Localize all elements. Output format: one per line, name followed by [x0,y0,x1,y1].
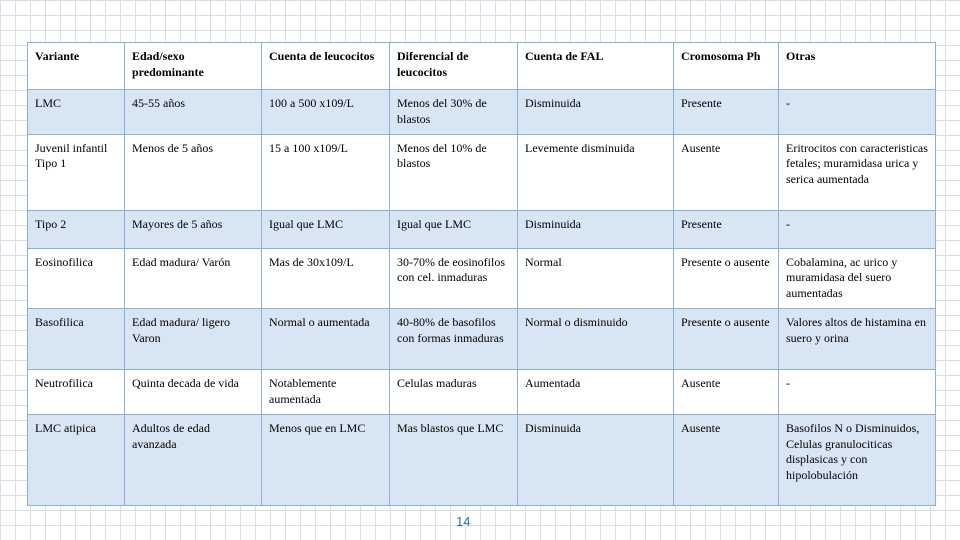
table-cell: Igual que LMC [262,210,390,248]
header-cell-cuenta-fal: Cuenta de FAL [518,43,674,90]
table-cell: - [779,370,936,415]
header-cell-diferencial: Diferencial de leucocitos [390,43,518,90]
table-cell: Notablemente aumentada [262,370,390,415]
header-cell-cromosoma: Cromosoma Ph [674,43,779,90]
table-row [28,90,936,135]
table-cell: Normal o aumentada [262,309,390,370]
table-cell: Tipo 2 [28,210,125,248]
table-cell: Ausente [674,370,779,415]
table-cell: Menos del 30% de blastos [390,90,518,135]
header-cell-variante: Variante [28,43,125,90]
table-cell: Ausente [674,134,779,210]
table-header-row [28,43,936,90]
table-cell: 100 a 500 x109/L [262,90,390,135]
table-cell: Normal o disminuido [518,309,674,370]
table-cell: - [779,210,936,248]
table-row [28,210,936,248]
table-cell: Presente o ausente [674,248,779,308]
table-row [28,248,936,308]
table-cell: Edad madura/ ligero Varon [125,309,262,370]
table-row [28,370,936,415]
table-cell: Normal [518,248,674,308]
table-row [28,309,936,370]
table-row [28,414,936,505]
table-cell: Neutrofilica [28,370,125,415]
table-cell: Levemente disminuida [518,134,674,210]
table-cell: Mayores de 5 años [125,210,262,248]
table-cell: Celulas maduras [390,370,518,415]
table-row [28,134,936,210]
table-cell: Menos del 10% de blastos [390,134,518,210]
table-cell: Eosinofilica [28,248,125,308]
table-cell: Edad madura/ Varón [125,248,262,308]
header-cell-otras: Otras [779,43,936,90]
table-cell: Presente [674,210,779,248]
table-cell: Adultos de edad avanzada [125,414,262,505]
table-cell: Aumentada [518,370,674,415]
table-cell: Basofilos N o Disminuidos, Celulas granulociticas displasicas y con hipolobulación [779,414,936,505]
table-cell: 45-55 años [125,90,262,135]
table-cell: Menos que en LMC [262,414,390,505]
page-number: 14 [456,514,471,529]
table-cell: Cobalamina, ac urico y muramidasa del suero aumentadas [779,248,936,308]
table-cell: Juvenil infantil Tipo 1 [28,134,125,210]
table-cell: Presente o ausente [674,309,779,370]
table-cell: Igual que LMC [390,210,518,248]
variants-table [27,42,936,506]
table-cell: Menos de 5 años [125,134,262,210]
table-cell: Quinta decada de vida [125,370,262,415]
table-cell: Disminuida [518,90,674,135]
table-cell: Valores altos de histamina en suero y orina [779,309,936,370]
table-cell: Disminuida [518,414,674,505]
table-cell: LMC atipica [28,414,125,505]
header-cell-cuenta-leucocitos: Cuenta de leucocitos [262,43,390,90]
table-cell: Basofilica [28,309,125,370]
table-cell: - [779,90,936,135]
table-cell: Presente [674,90,779,135]
table-cell: Mas blastos que LMC [390,414,518,505]
table-cell: 40-80% de basofilos con formas inmaduras [390,309,518,370]
table-cell: Eritrocitos con caracteristicas fetales; muramidasa urica y serica aumentada [779,134,936,210]
table-cell: 30-70% de eosinofilos con cel. inmaduras [390,248,518,308]
header-cell-edad-sexo: Edad/sexo predominante [125,43,262,90]
table-cell: 15 a 100 x109/L [262,134,390,210]
table-cell: Disminuida [518,210,674,248]
table-cell: LMC [28,90,125,135]
table-cell: Ausente [674,414,779,505]
table-cell: Mas de 30x109/L [262,248,390,308]
